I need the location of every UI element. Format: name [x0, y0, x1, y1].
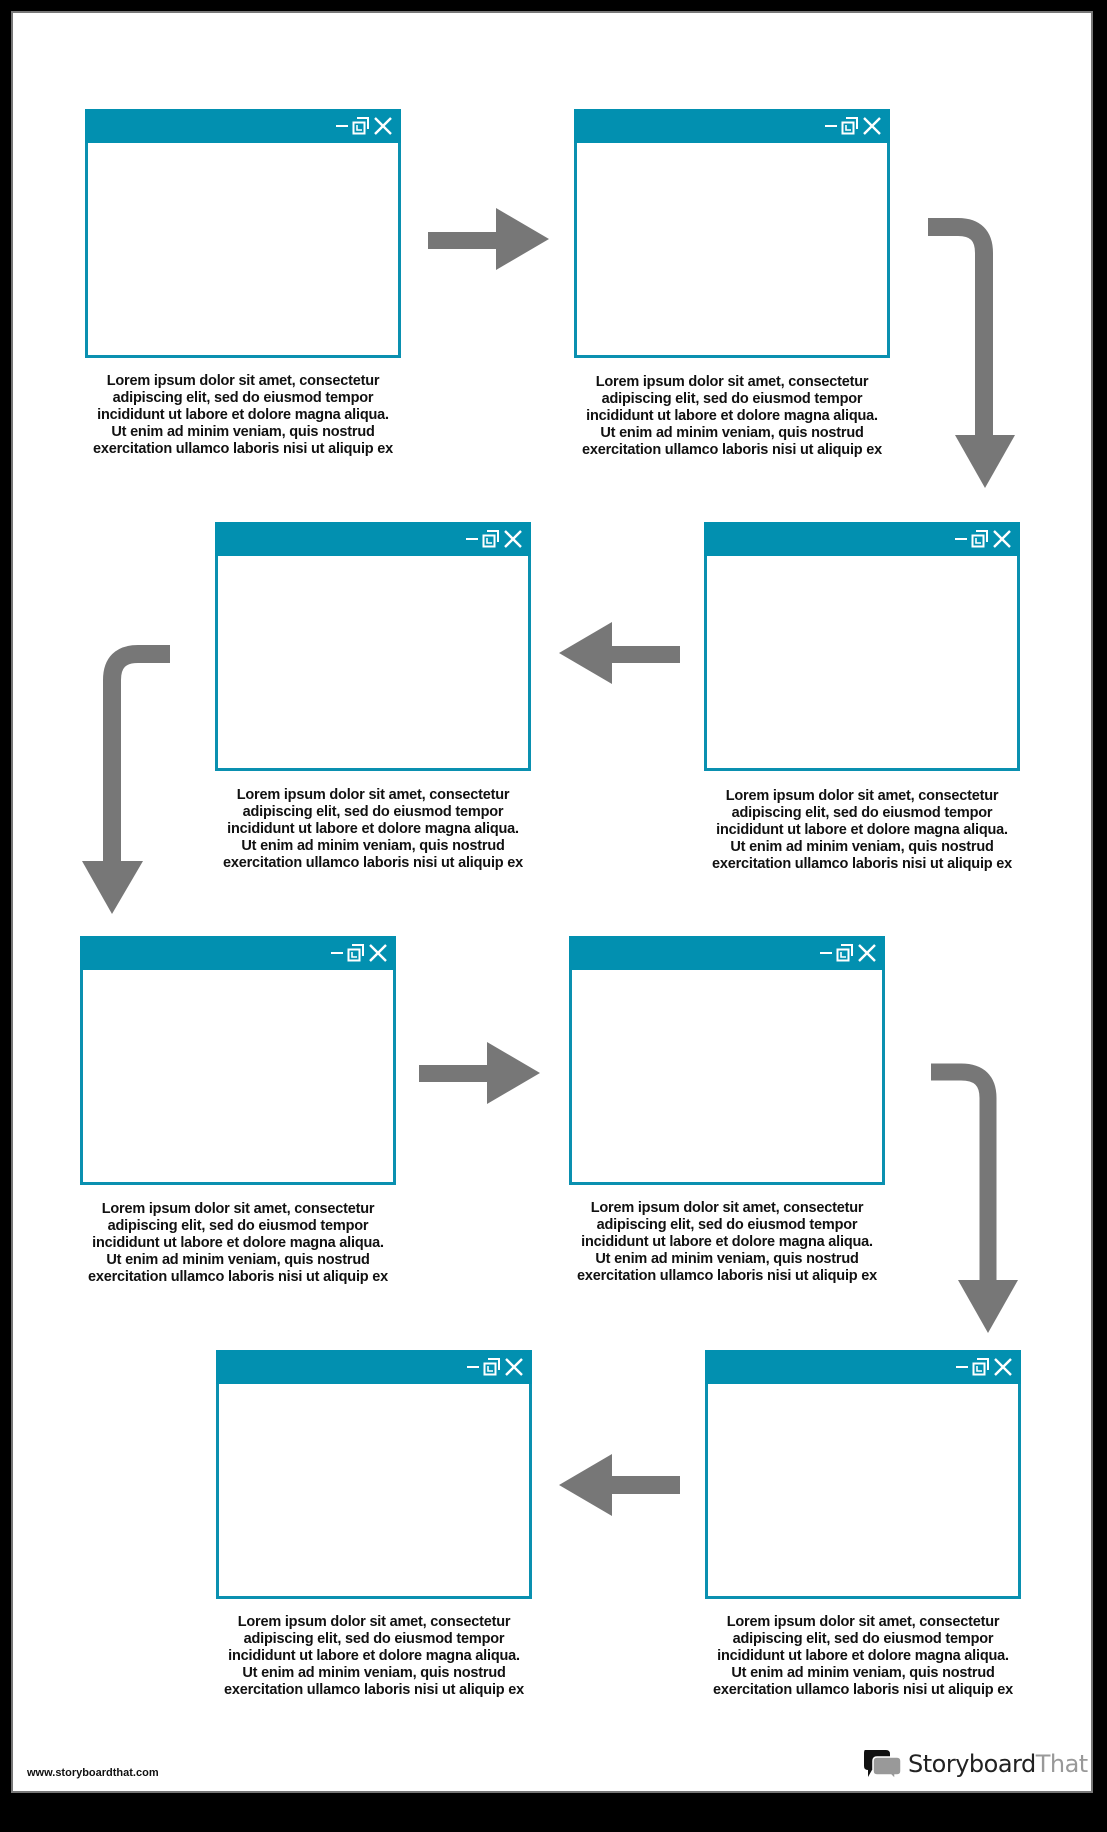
step-window-1	[85, 109, 401, 358]
step-caption-6: Lorem ipsum dolor sit amet, consectetur adipiscing elit, sed do eiusmod tempor incididunt ut labore et dolore magna aliqua. Ut enim ad minim veniam, quis nostrud exercitation ullamco laboris nisi ut aliquip ex	[576, 1200, 877, 1284]
close-icon	[862, 116, 882, 136]
step-window-4	[704, 522, 1020, 771]
window-title-bar	[216, 1350, 532, 1384]
restore-icon	[971, 529, 989, 549]
step-caption-3: Lorem ipsum dolor sit amet, consectetur adipiscing elit, sed do eiusmod tempor incididunt ut labore et dolore magna aliqua. Ut enim ad minim veniam, quis nostrud exercitation ullamco laboris nisi ut aliquip ex	[222, 787, 523, 871]
arrow-left-icon	[559, 1454, 681, 1517]
minimize-icon	[330, 943, 344, 963]
step-window-7	[216, 1350, 532, 1599]
step-caption-4: Lorem ipsum dolor sit amet, consectetur adipiscing elit, sed do eiusmod tempor incididunt ut labore et dolore magna aliqua. Ut enim ad minim veniam, quis nostrud exercitation ullamco laboris nisi ut aliquip ex	[711, 788, 1012, 872]
step-caption-8: Lorem ipsum dolor sit amet, consectetur adipiscing elit, sed do eiusmod tempor incididunt ut labore et dolore magna aliqua. Ut enim ad minim veniam, quis nostrud exercitation ullamco laboris nisi ut aliquip ex	[712, 1614, 1013, 1698]
arrow-right-icon	[428, 208, 550, 271]
restore-icon	[841, 116, 859, 136]
curved-arrow-down-icon	[931, 1063, 1021, 1335]
window-title-bar	[85, 109, 401, 143]
footer-url[interactable]: www.storyboardthat.com	[27, 1767, 159, 1779]
minimize-icon	[954, 529, 968, 549]
restore-icon	[352, 116, 370, 136]
window-title-bar	[704, 522, 1020, 556]
step-window-3	[215, 522, 531, 771]
step-window-2	[574, 109, 890, 358]
step-window-5	[80, 936, 396, 1185]
step-caption-7: Lorem ipsum dolor sit amet, consectetur adipiscing elit, sed do eiusmod tempor incididunt ut labore et dolore magna aliqua. Ut enim ad minim veniam, quis nostrud exercitation ullamco laboris nisi ut aliquip ex	[223, 1614, 524, 1698]
arrow-left-icon	[559, 622, 681, 685]
restore-icon	[483, 1357, 501, 1377]
logo-text-secondary: That	[1035, 1750, 1088, 1778]
close-icon	[504, 1357, 524, 1377]
minimize-icon	[955, 1357, 969, 1377]
step-caption-1: Lorem ipsum dolor sit amet, consectetur adipiscing elit, sed do eiusmod tempor incididunt ut labore et dolore magna aliqua. Ut enim ad minim veniam, quis nostrud exercitation ullamco laboris nisi ut aliquip ex	[92, 373, 393, 457]
minimize-icon	[819, 943, 833, 963]
close-icon	[373, 116, 393, 136]
window-title-bar	[705, 1350, 1021, 1384]
close-icon	[503, 529, 523, 549]
close-icon	[857, 943, 877, 963]
restore-icon	[482, 529, 500, 549]
minimize-icon	[465, 529, 479, 549]
minimize-icon	[335, 116, 349, 136]
restore-icon	[836, 943, 854, 963]
curved-arrow-down-icon	[80, 644, 172, 916]
restore-icon	[972, 1357, 990, 1377]
logo-text-primary: Storyboard	[908, 1750, 1036, 1778]
step-window-6	[569, 936, 885, 1185]
restore-icon	[347, 943, 365, 963]
minimize-icon	[466, 1357, 480, 1377]
minimize-icon	[824, 116, 838, 136]
arrow-right-icon	[419, 1042, 541, 1105]
window-title-bar	[80, 936, 396, 970]
window-title-bar	[574, 109, 890, 143]
window-title-bar	[215, 522, 531, 556]
speech-bubbles-icon	[862, 1748, 902, 1780]
close-icon	[992, 529, 1012, 549]
window-title-bar	[569, 936, 885, 970]
step-caption-2: Lorem ipsum dolor sit amet, consectetur adipiscing elit, sed do eiusmod tempor incididunt ut labore et dolore magna aliqua. Ut enim ad minim veniam, quis nostrud exercitation ullamco laboris nisi ut aliquip ex	[581, 374, 882, 458]
close-icon	[993, 1357, 1013, 1377]
storyboardthat-logo[interactable]	[862, 1748, 1088, 1780]
step-caption-5: Lorem ipsum dolor sit amet, consectetur adipiscing elit, sed do eiusmod tempor incididunt ut labore et dolore magna aliqua. Ut enim ad minim veniam, quis nostrud exercitation ullamco laboris nisi ut aliquip ex	[87, 1201, 388, 1285]
curved-arrow-down-icon	[928, 218, 1018, 490]
step-window-8	[705, 1350, 1021, 1599]
close-icon	[368, 943, 388, 963]
